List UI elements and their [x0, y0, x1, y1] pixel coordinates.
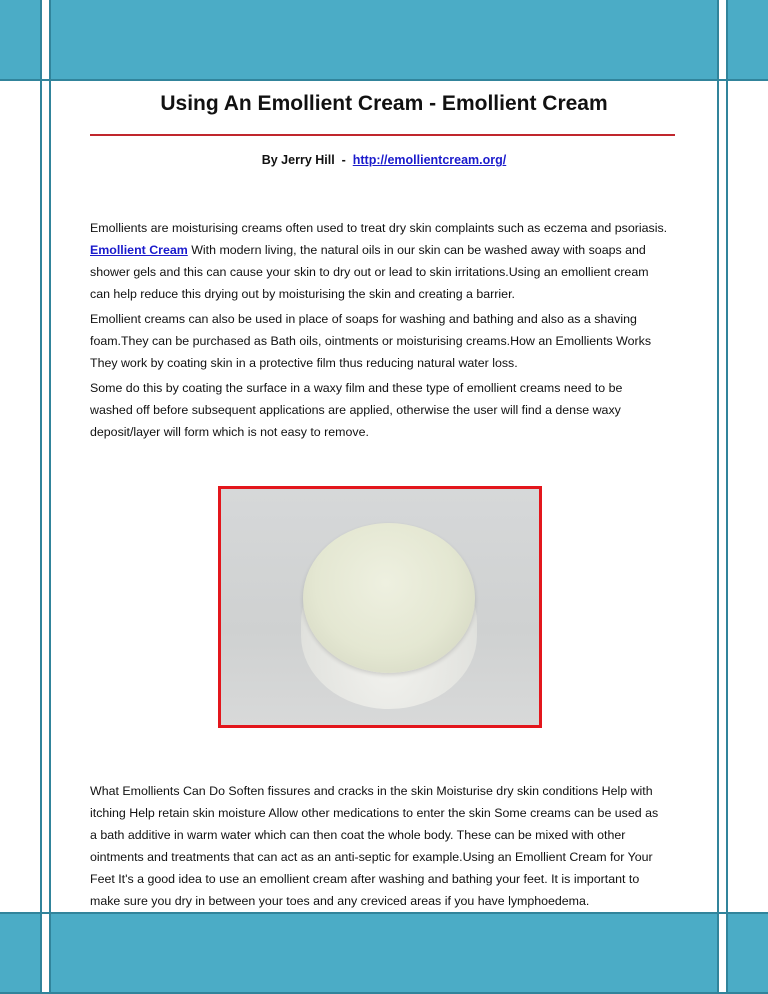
- frame-line: [726, 0, 728, 994]
- title-rule: [90, 134, 675, 136]
- text-line: Feet It's a good idea to use an emollient cream after washing and bathing your feet. It is important to: [90, 872, 640, 886]
- header-band: [49, 0, 719, 80]
- frame-line: [49, 0, 51, 994]
- text-line: deposit/layer will form which is not easy to remove.: [90, 425, 369, 439]
- paragraph: [90, 308, 690, 374]
- text-line: washed off before subsequent applications are applied, otherwise the user will find a dense waxy: [90, 403, 621, 417]
- text-line: They work by coating skin in a protective film thus reducing natural water loss.: [90, 356, 518, 370]
- text-line: What Emollients Can Do Soften fissures and cracks in the skin Moisturise dry skin conditions Help with: [90, 784, 653, 798]
- byline: [49, 153, 719, 167]
- emollient-cream-link[interactable]: Emollient Cream: [90, 243, 188, 257]
- text-line: make sure you dry in between your toes and any creviced areas if you have lymphoedema.: [90, 894, 590, 908]
- paragraph: [90, 377, 690, 443]
- footer-band-left: [0, 913, 41, 993]
- text-line: Emollients are moisturising creams often used to treat dry skin complaints such as eczema and psoriasis.: [90, 221, 668, 235]
- byline-author: By Jerry Hill -: [261, 153, 353, 167]
- page-title: Using An Emollient Cream - Emollient Cream: [160, 92, 608, 115]
- footer-band-right: [727, 913, 768, 993]
- frame-line: [0, 79, 768, 81]
- text-line: [90, 239, 690, 261]
- paragraph: [90, 217, 690, 305]
- text-line: itching Help retain skin moisture Allow other medications to enter the skin Some creams can be used as: [90, 806, 659, 820]
- frame-line: [0, 912, 768, 914]
- frame-line: [717, 0, 719, 994]
- text-line-rest: With modern living, the natural oils in our skin can be washed away with soaps and: [187, 243, 646, 257]
- site-link[interactable]: http://emollientcream.org/: [352, 153, 507, 167]
- cream-jar-photo: [218, 486, 542, 728]
- text-line: Some do this by coating the surface in a waxy film and these type of emollient creams need to be: [90, 381, 623, 395]
- header-band-left: [0, 0, 41, 80]
- paragraph: [90, 780, 690, 912]
- text-line: can help reduce this drying out by moisturising the skin and creating a barrier.: [90, 287, 515, 301]
- header-band-right: [727, 0, 768, 80]
- text-line: ointments and treatments that can act as an anti-septic for example.Using an Emollient Cream for Your: [90, 850, 653, 864]
- frame-line: [40, 0, 42, 994]
- text-line: foam.They can be purchased as Bath oils, ointments or moisturising creams.How an Emollients Works: [90, 334, 652, 348]
- cream-surface: [303, 523, 475, 673]
- footer-band: [49, 913, 719, 993]
- text-line: a bath additive in warm water which can then coat the whole body. These can be mixed with other: [90, 828, 626, 842]
- text-line: Emollient creams can also be used in place of soaps for washing and bathing and also as a shaving: [90, 312, 637, 326]
- text-line: shower gels and this can cause your skin to dry out or lead to skin irritations.Using an emollient cream: [90, 265, 649, 279]
